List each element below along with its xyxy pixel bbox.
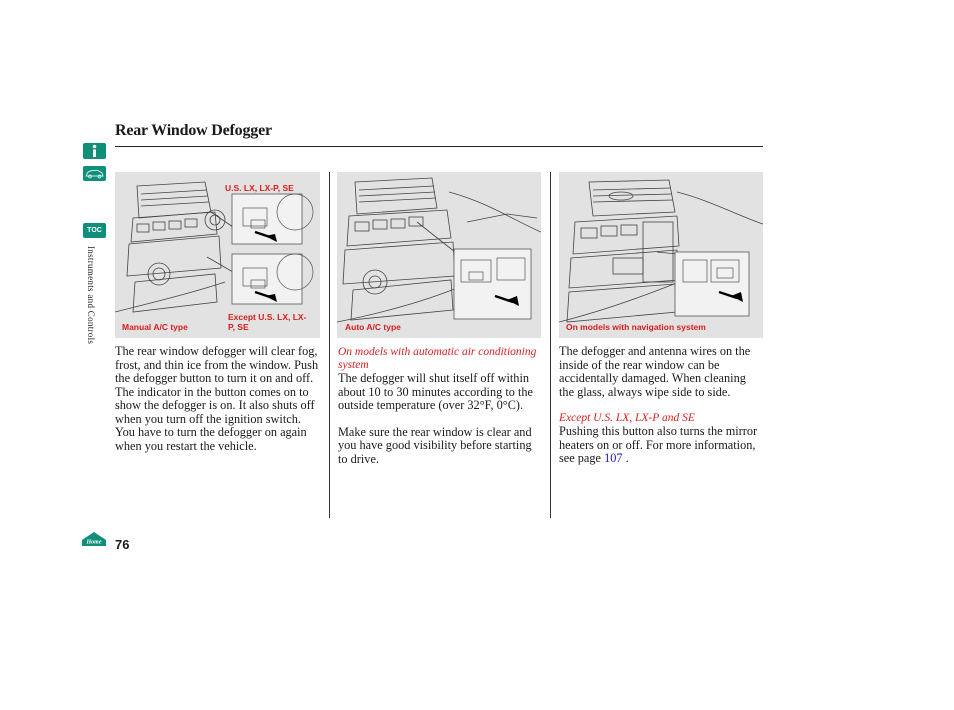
caption-auto-ac: Auto A/C type: [345, 322, 401, 332]
caption-navigation: On models with navigation system: [566, 322, 706, 332]
title-divider: [115, 146, 763, 147]
figure-manual-ac: [115, 172, 320, 338]
vehicle-icon-button[interactable]: [83, 166, 106, 181]
column-divider: [329, 172, 330, 518]
paragraph: Make sure the rear window is clear and you have good visibility before starting to drive.: [338, 424, 532, 466]
navigation-illustration: [559, 172, 763, 338]
caption-except-us-lx: Except U.S. LX, LX-P, SE: [228, 312, 307, 332]
column-3-text: [559, 345, 763, 466]
page-number: 76: [115, 537, 130, 552]
toc-button[interactable]: TOC: [83, 223, 106, 238]
home-button[interactable]: [80, 531, 108, 547]
caption-us-lx: U.S. LX, LX-P, SE: [225, 183, 294, 193]
home-label: Home: [86, 539, 102, 546]
column-1-text: [115, 345, 321, 453]
column-divider: [550, 172, 551, 518]
paragraph: The rear window defogger will clear fog, frost, and thin ice from the window. Push the defogger button to turn it on and off. The indicator in the button comes on to show the defogger is on. It also shuts off when you turn off the ignition switch. You have to turn the defogger on again when you restart the vehicle.: [115, 344, 319, 453]
figure-auto-ac: [337, 172, 541, 338]
section-label: Instruments and Controls: [86, 246, 96, 345]
auto-ac-illustration: [337, 172, 541, 338]
paragraph: The defogger and antenna wires on the inside of the rear window can be accidentally damaged. When cleaning the glass, always wipe side to side.: [559, 344, 751, 399]
paragraph: [559, 425, 763, 466]
paragraph-end: .: [625, 451, 629, 465]
caption-manual-ac: Manual A/C type: [122, 322, 188, 332]
page-link[interactable]: 107: [604, 451, 623, 465]
column-2-text: [338, 346, 543, 466]
paragraph: The defogger will shut itself off within about 10 to 30 minutes according to the outside temperature (over 32°F, 0°C).: [338, 371, 534, 412]
page-title: Rear Window Defogger: [115, 122, 272, 139]
note-auto-ac: On models with automatic air conditioning system: [338, 346, 537, 371]
info-icon-button[interactable]: [83, 143, 106, 159]
paragraph-text: Pushing this button also turns the mirror heaters on or off. For more information, see page: [559, 424, 758, 465]
note-except-us-lx: Except U.S. LX, LX-P and SE: [559, 412, 695, 424]
figure-navigation: [559, 172, 763, 338]
